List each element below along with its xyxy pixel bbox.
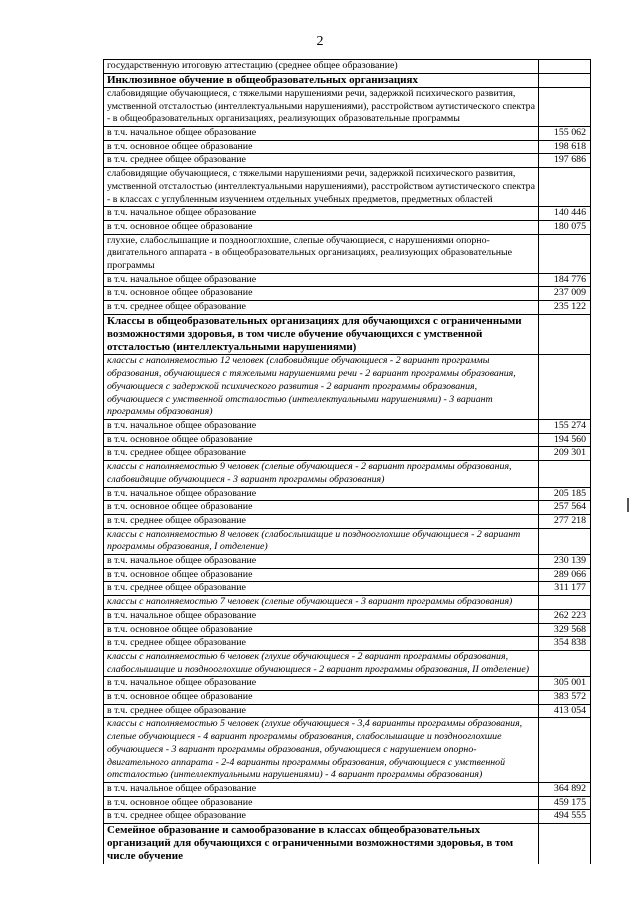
row-value: 205 185 bbox=[539, 487, 591, 501]
section-description: слабовидящие обучающиеся, с тяжелыми нарушениями речи, задержкой психического развития, умственной отсталостью (интеллектуальными нарушениями), расстройством аутистического спектра - в классах с углубленным изучением отдельных учебных предметов, предметных областей bbox=[104, 168, 539, 207]
section-description: классы с наполняемостью 8 человек (слабослышащие и позднооглохшие обучающиеся - 2 вариант программы образования, I отделение) bbox=[104, 528, 539, 554]
row-value: 383 572 bbox=[539, 691, 591, 705]
row-value bbox=[539, 718, 591, 783]
row-label: в т.ч. среднее общее образование bbox=[104, 637, 539, 651]
row-value: 329 568 bbox=[539, 623, 591, 637]
row-value: 277 218 bbox=[539, 514, 591, 528]
table-row bbox=[104, 273, 591, 287]
row-value: 230 139 bbox=[539, 555, 591, 569]
section-row bbox=[104, 87, 591, 126]
row-value bbox=[539, 73, 591, 87]
row-value: 257 564 bbox=[539, 501, 591, 515]
section-row bbox=[104, 596, 591, 610]
section-row bbox=[104, 461, 591, 487]
table-row bbox=[104, 514, 591, 528]
row-value: 413 054 bbox=[539, 704, 591, 718]
row-value bbox=[539, 314, 591, 355]
section-description: классы с наполняемостью 9 человек (слепые обучающиеся - 2 вариант программы образования, слабовидящие обучающиеся - 3 вариант программы образования) bbox=[104, 461, 539, 487]
cost-table-body bbox=[104, 60, 591, 864]
section-row bbox=[104, 650, 591, 676]
row-label: в т.ч. среднее общее образование bbox=[104, 447, 539, 461]
row-value bbox=[539, 234, 591, 273]
row-label: в т.ч. основное общее образование bbox=[104, 501, 539, 515]
row-value: 140 446 bbox=[539, 207, 591, 221]
table-row bbox=[104, 623, 591, 637]
row-value bbox=[539, 650, 591, 676]
row-label: в т.ч. среднее общее образование bbox=[104, 582, 539, 596]
section-description: глухие, слабослышащие и позднооглохшие, слепые обучающиеся, с нарушениями опорно-двигательного аппарата - в общеобразовательных организациях, реализующих образовательные программы bbox=[104, 234, 539, 273]
section-description: классы с наполняемостью 6 человек (глухие обучающиеся - 2 вариант программы образования, слабослышащие и позднооглохшие обучающиеся - 2 вариант программы образования, II отделение) bbox=[104, 650, 539, 676]
row-label: в т.ч. начальное общее образование bbox=[104, 555, 539, 569]
section-row bbox=[104, 73, 591, 87]
table-row bbox=[104, 568, 591, 582]
row-value bbox=[539, 824, 591, 864]
row-value bbox=[539, 528, 591, 554]
row-value: 262 223 bbox=[539, 609, 591, 623]
row-label: в т.ч. начальное общее образование bbox=[104, 677, 539, 691]
row-value: 209 301 bbox=[539, 447, 591, 461]
row-value bbox=[539, 596, 591, 610]
table-row bbox=[104, 287, 591, 301]
row-value: 197 686 bbox=[539, 154, 591, 168]
table-row bbox=[104, 487, 591, 501]
row-label: в т.ч. среднее общее образование bbox=[104, 514, 539, 528]
table-row bbox=[104, 127, 591, 141]
row-label: в т.ч. начальное общее образование bbox=[104, 207, 539, 221]
section-description: классы с наполняемостью 12 человек (слабовидящие обучающиеся - 2 вариант программы образования, обучающиеся с тяжелыми нарушениями речи - 2 вариант программы образования, обучающиеся с задержкой психического развития - 2 вариант программы образования, обучающиеся с умственной отсталостью (интеллектуальными нарушениями) - 3 вариант программы образования) bbox=[104, 355, 539, 420]
table-row bbox=[104, 782, 591, 796]
row-label: в т.ч. начальное общее образование bbox=[104, 419, 539, 433]
table-row bbox=[104, 207, 591, 221]
row-value: 184 776 bbox=[539, 273, 591, 287]
row-value bbox=[539, 168, 591, 207]
section-description: Классы в общеобразовательных организациях для обучающихся с ограниченными возможностями здоровья, в том числе обучение обучающихся с умственной отсталостью (интеллектуальными нарушениями) bbox=[104, 314, 539, 355]
table-row bbox=[104, 582, 591, 596]
table-row bbox=[104, 154, 591, 168]
section-row bbox=[104, 824, 591, 864]
row-value: 459 175 bbox=[539, 796, 591, 810]
section-row bbox=[104, 528, 591, 554]
row-label: в т.ч. основное общее образование bbox=[104, 691, 539, 705]
row-value: 494 555 bbox=[539, 810, 591, 824]
row-label: в т.ч. основное общее образование bbox=[104, 796, 539, 810]
table-row bbox=[104, 637, 591, 651]
row-value: 311 177 bbox=[539, 582, 591, 596]
row-value: 155 274 bbox=[539, 419, 591, 433]
row-label: в т.ч. начальное общее образование bbox=[104, 487, 539, 501]
row-value: 235 122 bbox=[539, 301, 591, 315]
row-value: 180 075 bbox=[539, 220, 591, 234]
row-value bbox=[539, 60, 591, 74]
row-value: 289 066 bbox=[539, 568, 591, 582]
row-value bbox=[539, 355, 591, 420]
section-row bbox=[104, 718, 591, 783]
row-label: в т.ч. основное общее образование bbox=[104, 220, 539, 234]
row-label: в т.ч. начальное общее образование bbox=[104, 609, 539, 623]
table-row bbox=[104, 609, 591, 623]
row-value bbox=[539, 87, 591, 126]
section-row bbox=[104, 355, 591, 420]
row-label: в т.ч. среднее общее образование bbox=[104, 154, 539, 168]
row-label: в т.ч. среднее общее образование bbox=[104, 301, 539, 315]
table-row bbox=[104, 677, 591, 691]
row-value: 194 560 bbox=[539, 433, 591, 447]
section-description: классы с наполняемостью 7 человек (слепые обучающиеся - 3 вариант программы образования) bbox=[104, 596, 539, 610]
table-row bbox=[104, 691, 591, 705]
row-label: в т.ч. основное общее образование bbox=[104, 140, 539, 154]
table-row bbox=[104, 810, 591, 824]
table-row bbox=[104, 220, 591, 234]
table-row bbox=[104, 140, 591, 154]
table-row bbox=[104, 433, 591, 447]
row-label: в т.ч. начальное общее образование bbox=[104, 782, 539, 796]
section-description: классы с наполняемостью 5 человек (глухие обучающиеся - 3,4 варианты программы образования, слепые обучающиеся - 4 вариант программы образования, слабослышащие и позднооглохшие обучающиеся - 3 вариант программы образования, обучающиеся с нарушением опорно-двигательного аппарата - 2-4 варианты программы образования, обучающиеся с умственной отсталостью (интеллектуальными нарушениями) - 4 вариант программы образования) bbox=[104, 718, 539, 783]
row-value: 354 838 bbox=[539, 637, 591, 651]
section-row bbox=[104, 60, 591, 74]
scan-mark bbox=[627, 498, 629, 512]
table-row bbox=[104, 555, 591, 569]
section-row bbox=[104, 168, 591, 207]
row-label: в т.ч. основное общее образование bbox=[104, 287, 539, 301]
row-label: в т.ч. основное общее образование bbox=[104, 568, 539, 582]
row-label: в т.ч. начальное общее образование bbox=[104, 127, 539, 141]
row-value: 237 009 bbox=[539, 287, 591, 301]
cost-table bbox=[103, 59, 591, 864]
row-label: в т.ч. среднее общее образование bbox=[104, 704, 539, 718]
table-row bbox=[104, 447, 591, 461]
table-row bbox=[104, 419, 591, 433]
section-description: слабовидящие обучающиеся, с тяжелыми нарушениями речи, задержкой психического развития, умственной отсталостью (интеллектуальными нарушениями), расстройством аутистического спектра - в общеобразовательных организациях, реализующих образовательные программы bbox=[104, 87, 539, 126]
row-label: в т.ч. начальное общее образование bbox=[104, 273, 539, 287]
section-row bbox=[104, 234, 591, 273]
section-row bbox=[104, 314, 591, 355]
page-number: 2 bbox=[316, 34, 324, 49]
row-label: в т.ч. среднее общее образование bbox=[104, 810, 539, 824]
row-value: 305 001 bbox=[539, 677, 591, 691]
row-value: 364 892 bbox=[539, 782, 591, 796]
table-row bbox=[104, 704, 591, 718]
row-value: 155 062 bbox=[539, 127, 591, 141]
row-label: в т.ч. основное общее образование bbox=[104, 623, 539, 637]
section-description: государственную итоговую аттестацию (среднее общее образование) bbox=[104, 60, 539, 74]
table-row bbox=[104, 301, 591, 315]
row-value bbox=[539, 461, 591, 487]
section-description: Инклюзивное обучение в общеобразовательных организациях bbox=[104, 73, 539, 87]
table-row bbox=[104, 501, 591, 515]
table-row bbox=[104, 796, 591, 810]
row-label: в т.ч. основное общее образование bbox=[104, 433, 539, 447]
section-description: Семейное образование и самообразование в классах общеобразовательных организаций для обучающихся с ограниченными возможностями здоровья, в том числе обучение bbox=[104, 824, 539, 864]
row-value: 198 618 bbox=[539, 140, 591, 154]
